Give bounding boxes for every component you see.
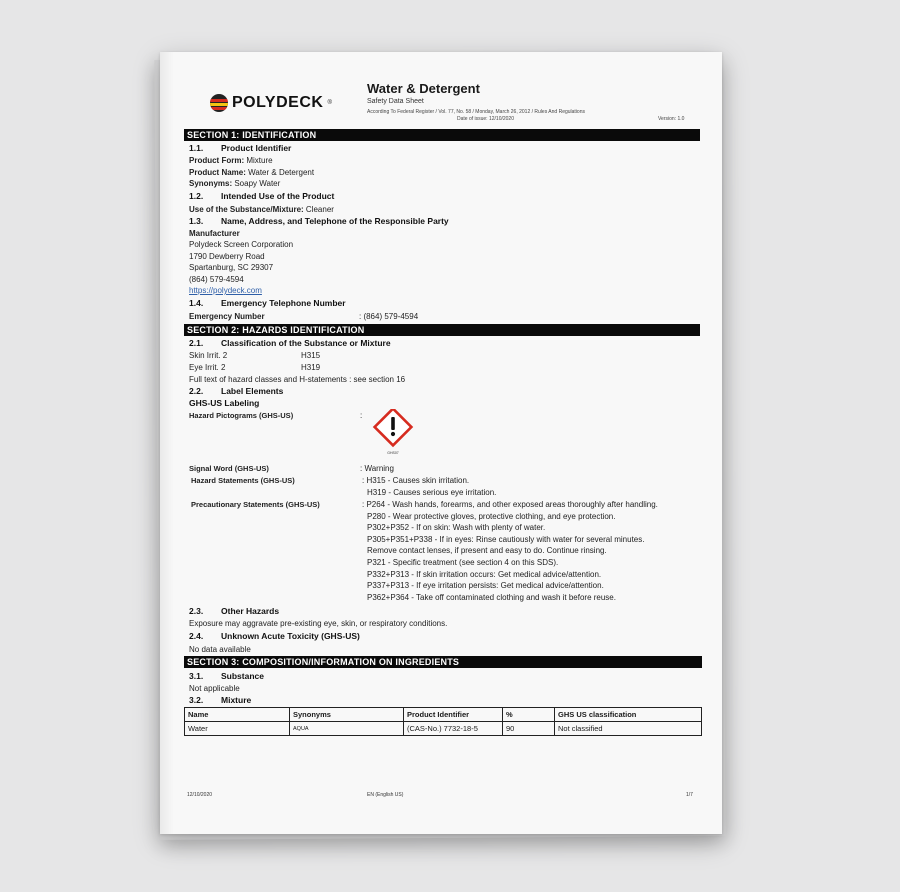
intended-use: Use of the Substance/Mixture: Cleaner [189, 205, 334, 214]
heading-3-2: 3.2. Mixture [189, 695, 252, 705]
page-shadow [160, 52, 174, 834]
not-applicable-text: Not applicable [189, 684, 240, 693]
column-header: Product Identifier [404, 708, 503, 722]
company-phone: (864) 579-4594 [189, 275, 244, 284]
heading-2-3: 2.3. Other Hazards [189, 606, 280, 616]
city-address: Spartanburg, SC 29307 [189, 263, 274, 272]
logo-badge-icon [210, 94, 228, 112]
emergency-number: : (864) 579-4594 [359, 312, 419, 321]
heading-1-1: 1.1. Product Identifier [189, 143, 292, 153]
precautionary-statement: Remove contact lenses, if present and easy to do. Continue rinsing. [367, 546, 607, 555]
precautionary-statement: P332+P313 - If skin irritation occurs: Get medical advice/attention. [367, 570, 602, 579]
product-form: Product Form: Mixture [189, 156, 273, 165]
pictogram-label: Hazard Pictograms (GHS-US) [189, 411, 294, 420]
pictogram-code: GHS07 [387, 451, 399, 455]
company-name: Polydeck Screen Corporation [189, 240, 294, 249]
footer-language: EN (English US) [367, 792, 404, 798]
table-cell: 90 [503, 722, 555, 736]
column-header: % [503, 708, 555, 722]
table-cell: AQUA [290, 722, 404, 736]
signal-word-value: : Warning [360, 464, 394, 473]
hazard-statements-label: Hazard Statements (GHS-US) [191, 476, 295, 485]
logo-registered-mark: ® [327, 100, 332, 106]
document-subtitle: Safety Data Sheet [367, 98, 424, 105]
full-text-note: Full text of hazard classes and H-statements : see section 16 [189, 375, 406, 384]
section-1-header: SECTION 1: IDENTIFICATION [184, 129, 700, 141]
heading-1-4: 1.4. Emergency Telephone Number [189, 298, 346, 308]
regulation-reference: According To Federal Register / Vol. 77, No. 58 / Monday, March 26, 2012 / Rules And Regulations [367, 109, 585, 115]
column-header: GHS US classification [555, 708, 702, 722]
manufacturer-label: Manufacturer [189, 229, 240, 238]
precautionary-statement: P302+P352 - If on skin: Wash with plenty of water. [367, 523, 546, 532]
street-address: 1790 Dewberry Road [189, 252, 265, 261]
table-cell: (CAS-No.) 7732-18-5 [404, 722, 503, 736]
other-hazards-text: Exposure may aggravate pre-existing eye, skin, or respiratory conditions. [189, 619, 448, 628]
document-title: Water & Detergent [367, 81, 480, 96]
ingredients-table [184, 707, 702, 736]
website-link[interactable]: https://polydeck.com [189, 286, 262, 295]
footer-page-number: 1/7 [686, 792, 693, 798]
synonyms: Synonyms: Soapy Water [189, 179, 281, 188]
signal-word-label: Signal Word (GHS-US) [189, 464, 269, 473]
precautionary-statement: P280 - Wear protective gloves, protective clothing, and eye protection. [367, 512, 616, 521]
ghs07-exclamation-pictogram [371, 409, 415, 459]
column-header: Synonyms [290, 708, 404, 722]
table-cell: Not classified [555, 722, 702, 736]
emergency-label: Emergency Number [189, 312, 265, 321]
issue-date: Date of issue: 12/10/2020 [457, 116, 514, 122]
heading-2-4: 2.4. Unknown Acute Toxicity (GHS-US) [189, 631, 360, 641]
precautionary-statement: P305+P351+P338 - If in eyes: Rinse cautiously with water for several minutes. [367, 535, 645, 544]
class-code: H319 [301, 363, 321, 372]
hazard-statement: : H315 - Causes skin irritation. [362, 476, 470, 485]
precautionary-statement: P337+P313 - If eye irritation persists: Get medical advice/attention. [367, 581, 604, 590]
logo-text: POLYDECK [232, 94, 324, 111]
table-cell: Water [185, 722, 290, 736]
heading-1-2: 1.2. Intended Use of the Product [189, 191, 335, 201]
precautionary-statement: : P264 - Wash hands, forearms, and other exposed areas thoroughly after handling. [362, 500, 658, 509]
ghs-labeling-heading: GHS-US Labeling [189, 398, 260, 408]
no-data-text: No data available [189, 645, 251, 654]
version: Version: 1.0 [658, 116, 685, 122]
heading-1-3: 1.3. Name, Address, and Telephone of the Responsible Party [189, 216, 449, 226]
column-header: Name [185, 708, 290, 722]
class-code: H315 [301, 351, 321, 360]
precautionary-statement: P321 - Specific treatment (see section 4 on this SDS). [367, 558, 559, 567]
section-3-header: SECTION 3: COMPOSITION/INFORMATION ON INGREDIENTS [184, 656, 702, 668]
hazard-statement: H319 - Causes serious eye irritation. [367, 488, 497, 497]
product-name: Product Name: Water & Detergent [189, 168, 315, 177]
heading-3-1: 3.1. Substance [189, 671, 264, 681]
polydeck-logo [210, 94, 332, 112]
footer-date: 12/10/2020 [187, 792, 213, 798]
class-name: Skin Irrit. 2 [189, 351, 228, 360]
pictogram-colon: : [360, 411, 363, 420]
precautionary-statements-label: Precautionary Statements (GHS-US) [191, 500, 320, 509]
heading-2-2: 2.2. Label Elements [189, 386, 284, 396]
class-name: Eye Irrit. 2 [189, 363, 226, 372]
table-row [185, 722, 702, 736]
table-header-row [185, 708, 702, 722]
precautionary-statement: P362+P364 - Take off contaminated clothing and wash it before reuse. [367, 593, 616, 602]
section-2-header: SECTION 2: HAZARDS IDENTIFICATION [184, 324, 700, 336]
sds-page [160, 52, 722, 834]
heading-2-1: 2.1. Classification of the Substance or Mixture [189, 338, 391, 348]
